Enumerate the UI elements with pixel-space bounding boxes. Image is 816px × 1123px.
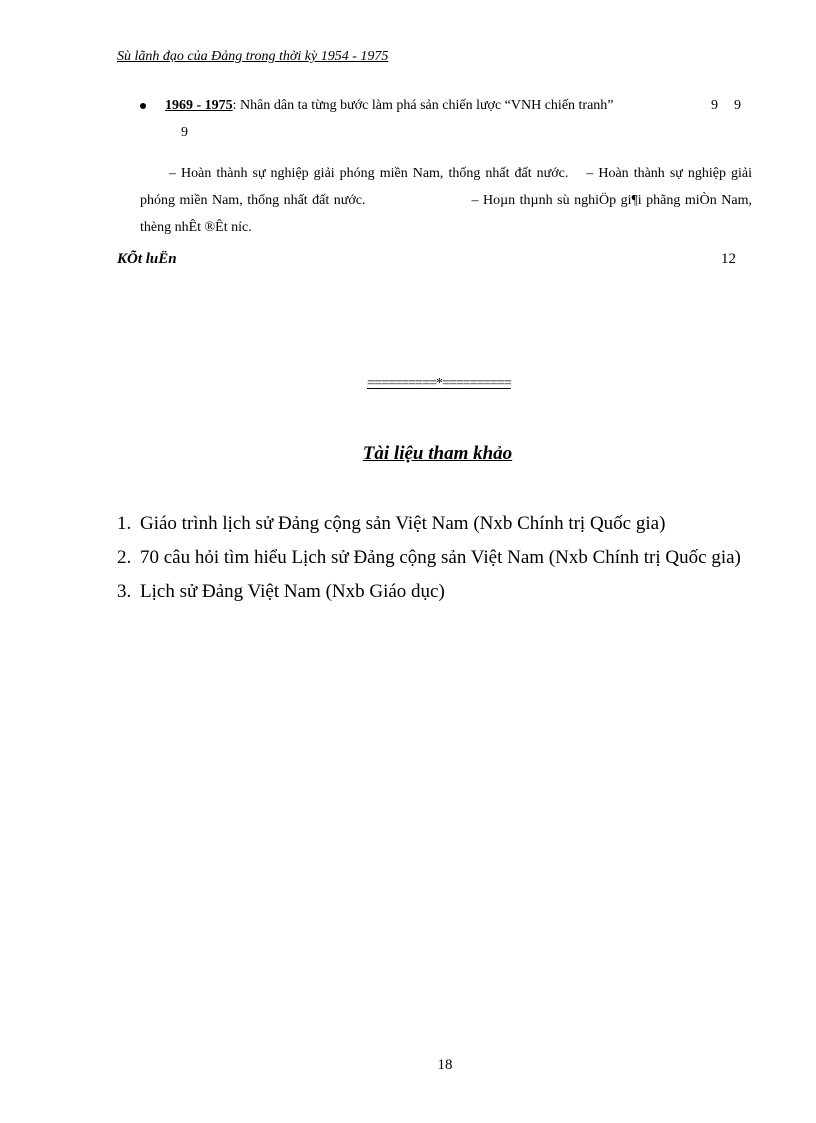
page-number: 18 (437, 1057, 453, 1073)
reference-text: Lịch sử Đảng Việt Nam (Nxb Giáo dục) (140, 581, 445, 602)
toc-bullet-text (165, 98, 614, 114)
toc-paragraph (140, 160, 752, 241)
reference-item (117, 541, 757, 575)
reference-text: 70 câu hỏi tìm hiểu Lịch sử Đảng cộng sản Việt Nam (Nxb Chính trị Quốc gia) (140, 547, 741, 568)
section-divider: ==========*========== (367, 376, 511, 391)
toc-bullet-description: : Nhân dân ta từng bước làm phá sản chiến lược “VNH chiến tranh” (232, 98, 614, 113)
toc-segment: – Hoµn thµnh sù nghiÖp gi¶i phãng miÒn Nam, thèng nhÊt ®Êt níc. (140, 193, 752, 235)
references-list (117, 507, 757, 609)
toc-page-number: 9 (734, 98, 741, 113)
references-title: Tài liệu tham khảo (362, 443, 513, 464)
toc-conclusion-page: 12 (721, 251, 736, 267)
reference-number: 2. (117, 547, 132, 568)
toc-segment: – Hoàn thành sự nghiệp giải phóng miền Nam, thống nhất đất nước. (140, 166, 752, 208)
reference-text: Giáo trình lịch sử Đảng cộng sản Việt Nam (Nxb Chính trị Quốc gia) (140, 513, 666, 534)
toc-conclusion-label: KÕt luËn (117, 251, 177, 267)
bullet-icon (140, 103, 146, 109)
reference-number: 3. (117, 581, 132, 602)
toc-page-number: 9 (711, 98, 718, 113)
toc-segment: – Hoàn thành sự nghiệp giải phóng miền Nam, thống nhất đất nước. (169, 166, 569, 181)
reference-number: 1. (117, 513, 132, 534)
reference-item (117, 507, 757, 541)
toc-page-number: 9 (181, 125, 188, 140)
toc-year-range: 1969 - 1975 (165, 98, 233, 113)
running-header: Sù lãnh đạo của Đảng trong thời kỳ 1954 - 1975 (117, 49, 389, 64)
reference-item (117, 575, 757, 609)
